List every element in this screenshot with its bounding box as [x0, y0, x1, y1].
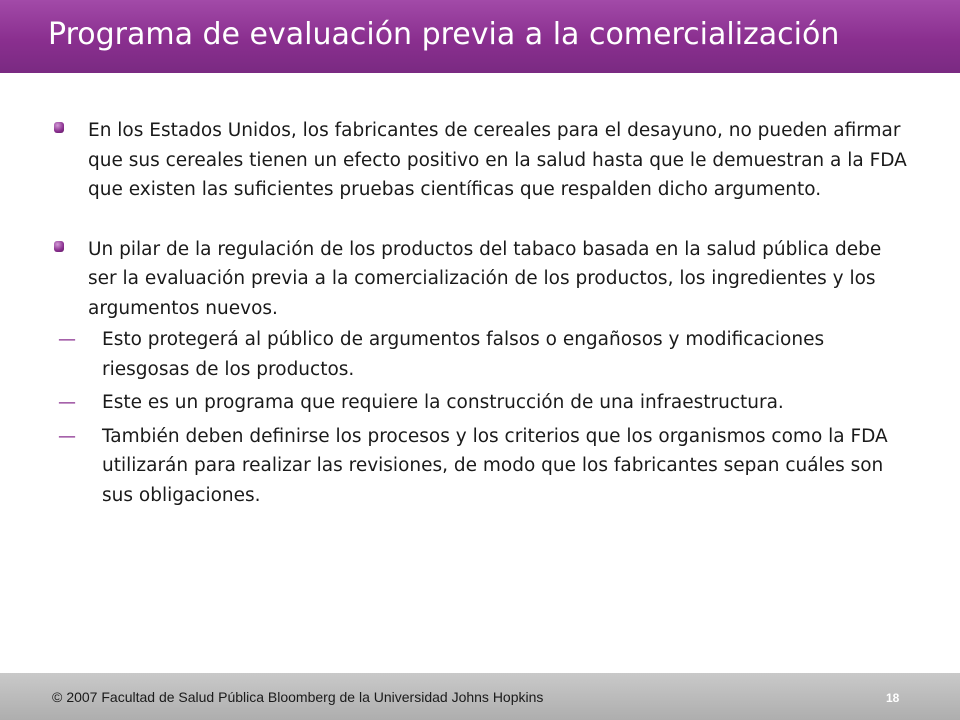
bullet-item [48, 235, 908, 324]
page-number: 18 [886, 691, 900, 705]
sub-bullet-item [48, 388, 908, 418]
footer-copyright [52, 689, 543, 705]
slide-title: Programa de evaluación previa a la comercialización [48, 17, 840, 52]
sub-bullet-text: También deben definirse los procesos y los criterios que los organismos como la FDA utilizarán para realizar las revisiones, de modo que los fabricantes sepan cuáles son sus obligaciones. [102, 425, 888, 506]
bullet-item [48, 116, 908, 205]
sub-bullet-item [48, 422, 908, 511]
slide-body [48, 116, 908, 510]
footer-text: 2007 Facultad de Salud Pública Bloomberg de la Universidad Johns Hopkins [66, 689, 544, 705]
sub-bullet-list [48, 325, 908, 510]
dash-icon: — [58, 392, 76, 413]
copyright-icon: © [52, 689, 63, 705]
bullet-icon [54, 241, 64, 252]
sub-bullet-text: Este es un programa que requiere la construcción de una infraestructura. [102, 392, 784, 413]
sub-bullet-text: Esto protegerá al público de argumentos falsos o engañosos y modificaciones riesgosas de los productos. [102, 329, 825, 380]
dash-icon: — [58, 329, 76, 350]
slide-header [0, 0, 960, 73]
bullet-text: En los Estados Unidos, los fabricantes de cereales para el desayuno, no pueden afirmar que sus cereales tienen un efecto positivo en la salud hasta que le demuestran a la FDA que existen las suficientes pruebas científicas que respalden dicho argumento. [88, 120, 907, 200]
dash-icon: — [58, 425, 76, 447]
sub-bullet-item [48, 325, 908, 384]
bullet-icon [54, 122, 64, 133]
bullet-text: Un pilar de la regulación de los productos del tabaco basada en la salud pública debe ser la evaluación previa a la comercialización de los productos, los ingredientes y los argumentos nuevos. [88, 238, 882, 319]
slide-footer [0, 673, 960, 720]
